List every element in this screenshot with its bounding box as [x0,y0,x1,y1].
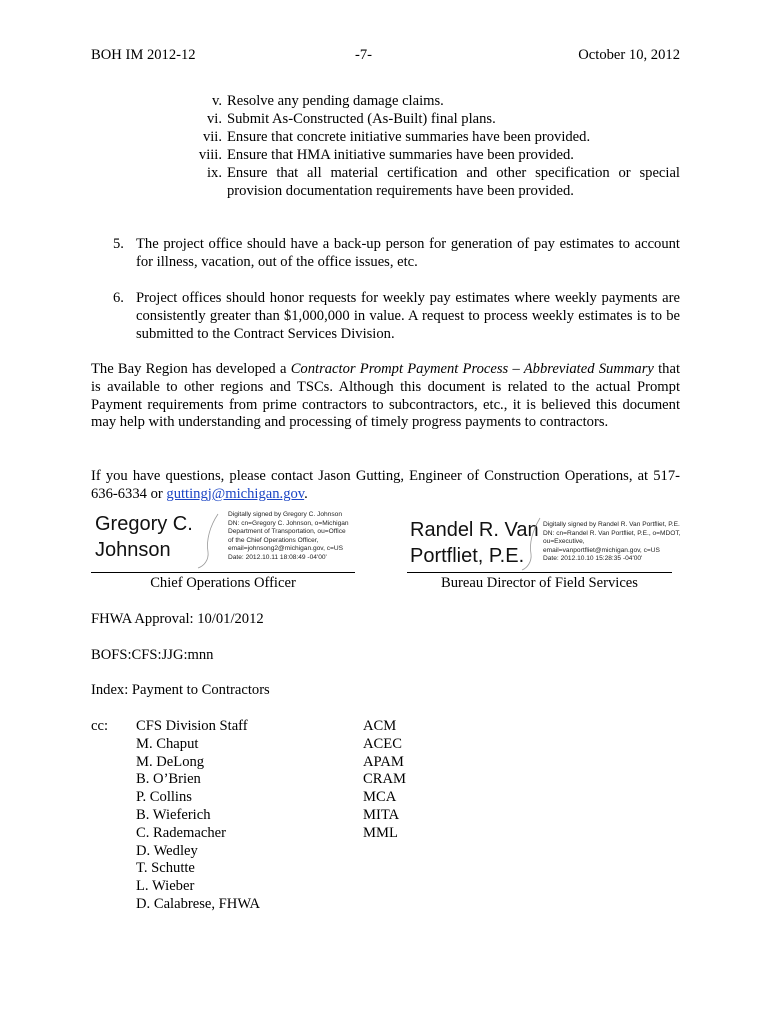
signature-line [407,572,672,573]
email-link[interactable]: guttingj@michigan.gov [166,485,305,502]
reference-initials: BOFS:CFS:JJG:mnn [91,647,214,663]
digital-signature-details: Digitally signed by Gregory C. Johnson DN: cn=Gregory C. Johnson, o=Michigan Department of Transportation, ou=Office of the Chief Operations Officer, email=johnsong2@michigan.gov, c=US Date: 2012.10.11 18:08:49 -04'00' [228,511,349,561]
header-page-number: -7- [355,47,373,63]
list-item-text: The project office should have a back-up person for generation of pay estimates to account for illness, vacation, out of the office issues, etc. [136,236,680,270]
list-item: CRAM [363,771,406,788]
cc-list-staff [136,718,260,914]
list-item: M. DeLong [136,753,205,770]
list-item: APAM [363,753,404,770]
fhwa-approval: FHWA Approval: 10/01/2012 [91,611,264,627]
list-item: T. Schutte [136,860,195,877]
cc-label: cc: [91,718,109,734]
paragraph-text: The Bay Region has developed a [91,361,291,377]
list-item: MML [363,824,398,841]
subitem-text: Ensure that concrete initiative summaries have been provided. [227,129,591,145]
list-item-number: 6. [113,290,124,306]
subitem-text: Ensure that all material certification and other specification or special provision documentation requirements have been provided. [227,165,680,199]
index-line: Index: Payment to Contractors [91,682,270,698]
subitem-number: vi. [207,111,222,127]
list-item: CFS Division Staff [136,718,248,734]
list-item-text: Project offices should honor requests for weekly pay estimates where weekly payments are consistently greater than $1,000,000 in value. A request to process weekly estimates is to be submitted to the Contract Services Division. [136,290,680,342]
signature-name-line-1: Gregory C. [95,513,193,535]
signature-name-line-2: Portfliet, P.E. [410,545,525,567]
signature-name-line-2: Johnson [95,539,171,561]
subitem-text: Submit As-Constructed (As-Built) final plans. [227,111,496,127]
signature-name-line-1: Randel R. Van [410,519,539,541]
paragraph-text: If you have questions, please contact Jason Gutting, Engineer of Construction Operations, at 517-636-6334 or [91,468,680,502]
list-item: C. Rademacher [136,824,226,841]
subitem-number: ix. [207,165,222,181]
subitem-text: Ensure that HMA initiative summaries have been provided. [227,147,574,163]
signature-flourish-icon [196,512,226,570]
paragraph-text: . [304,485,308,502]
list-item: L. Wieber [136,878,195,895]
bay-region-paragraph [91,361,680,432]
list-item: MITA [363,806,400,823]
subitem-text: Resolve any pending damage claims. [227,93,444,109]
list-item: D. Wedley [136,842,198,859]
header-date: October 10, 2012 [578,47,680,63]
signature-title: Chief Operations Officer [150,575,296,591]
list-item: M. Chaput [136,735,199,752]
document-title-italic: Contractor Prompt Payment Process – Abbreviated Summary [290,361,654,377]
list-item: ACEC [363,735,402,752]
list-item: D. Calabrese, FHWA [136,895,261,912]
paragraph-text: that is available to other regions and TSCs. Although this document is related to the actual Prompt Payment requirements from prime contractors to subcontractors, etc., it is believed this document may help with understanding and processing of timely progress payments to contractors. [91,361,680,431]
header-document-id: BOH IM 2012-12 [91,47,196,63]
list-item: MCA [363,789,397,806]
subitem-number: vii. [202,129,222,145]
list-item: B. Wieferich [136,806,211,823]
signature-title: Bureau Director of Field Services [441,575,638,591]
subitem-number: viii. [198,147,222,163]
digital-signature-details: Digitally signed by Randel R. Van Portfliet, P.E. DN: cn=Randel R. Van Portfliet, P.E., o=MDOT, ou=Executive, email=vanportfliet@michigan.gov, c=US Date: 2012.10.10 15:28:35 -04'00' [543,521,681,563]
list-item: P. Collins [136,789,192,806]
cc-list-organizations [363,718,406,843]
contact-paragraph [91,468,680,504]
subitem-number: v. [212,93,222,109]
list-item: B. O’Brien [136,771,201,788]
list-item: ACM [363,718,397,734]
signature-line [91,572,355,573]
list-item-number: 5. [113,236,124,252]
